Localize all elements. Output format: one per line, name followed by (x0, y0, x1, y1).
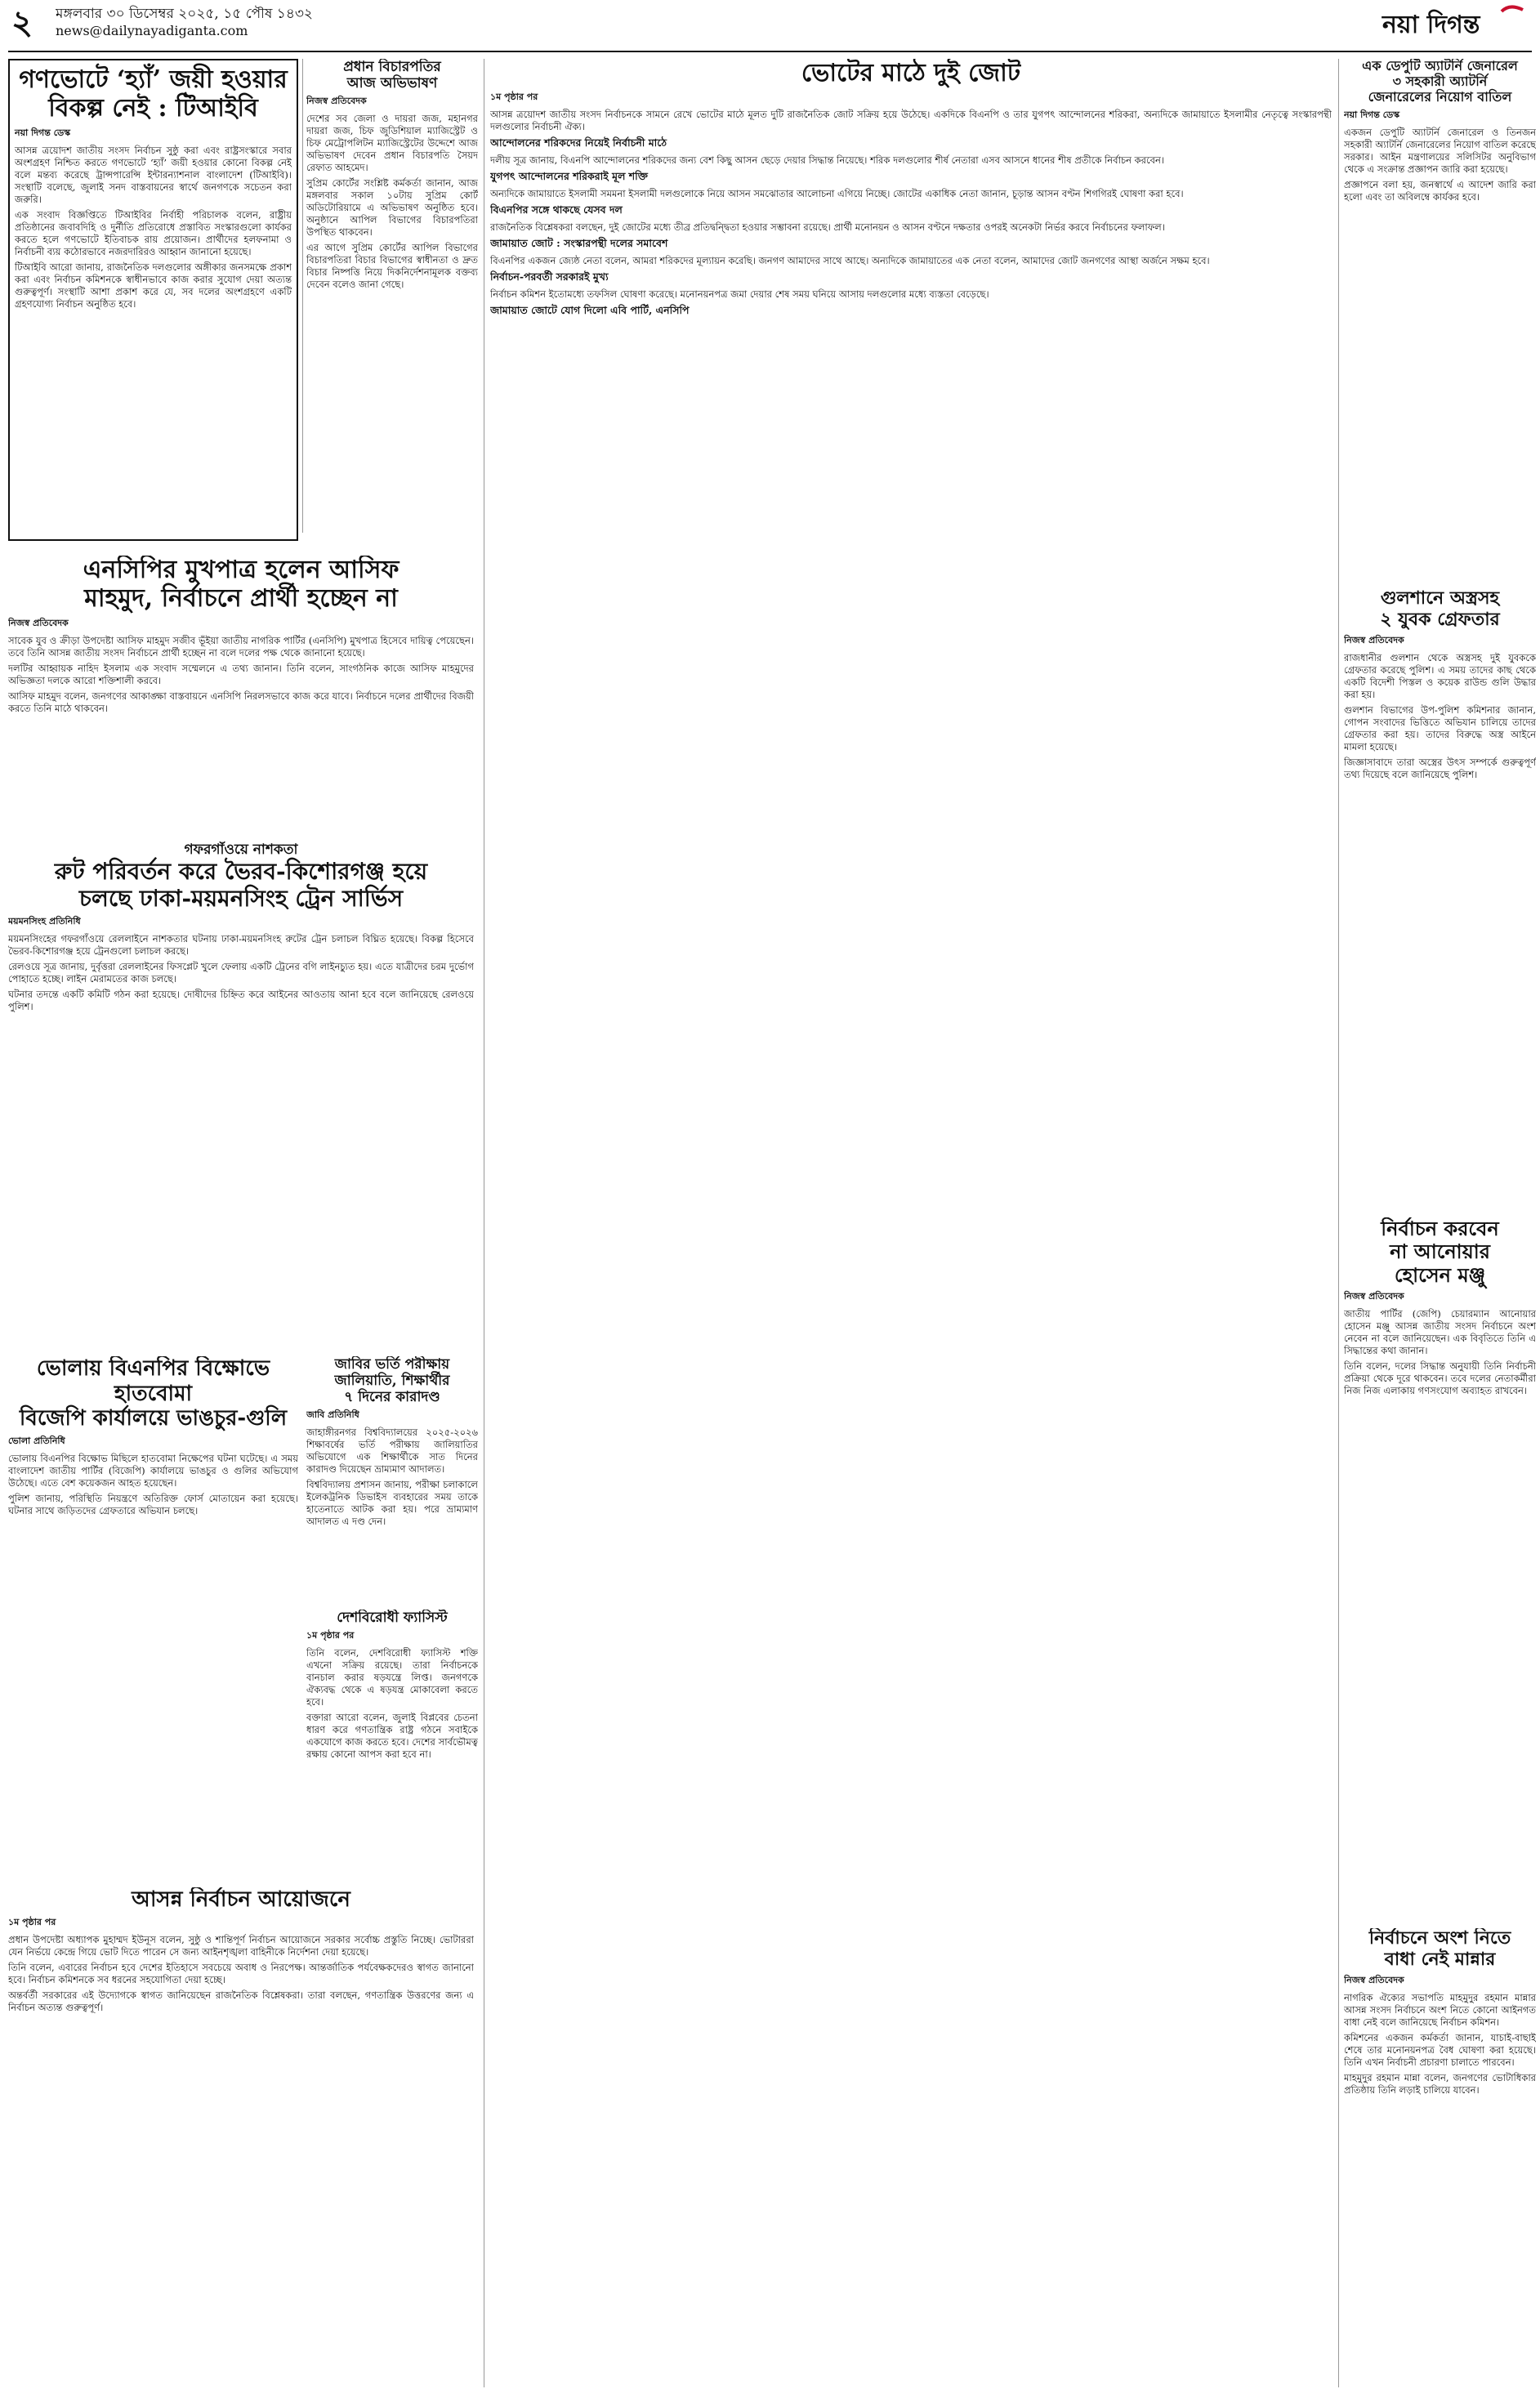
prep-para-1: প্রধান উপদেষ্টা অধ্যাপক মুহাম্মদ ইউনূস বলেন, সুষ্ঠু ও শান্তিপূর্ণ নির্বাচন আয়োজনে সরকার সর্বোচ্চ প্রস্তুতি নিচ্ছে। ভোটাররা যেন নির্ভয়ে কেন্দ্রে গিয়ে ভোট দিতে পারেন সে জন্য আইনশৃঙ্খলা বাহিনীকে নির্দেশনা দেয়া হয়েছে। (8, 1933, 474, 1958)
story-bhola (8, 1356, 298, 1879)
attorney-para-2: প্রজ্ঞাপনে বলা হয়, জনস্বার্থে এ আদেশ জারি করা হলো এবং তা অবিলম্বে কার্যকর হবে। (1344, 178, 1536, 203)
train-kicker: গফরগাঁওয়ে নাশকতা (184, 842, 298, 858)
prep-para-2: তিনি বলেন, এবারের নির্বাচন হবে দেশের ইতিহাসে সবচেয়ে অবাধ ও নিরপেক্ষ। আন্তর্জাতিক পর্যবেক্ষকদেরও স্বাগত জানানো হবে। নির্বাচন কমিশনকে সব ধরনের সহযোগিতা দেয়া হচ্ছে। (8, 1961, 474, 1985)
jabi-headline-3: ৭ দিনের কারাদণ্ড (344, 1389, 440, 1406)
story-chief-justice (306, 59, 478, 484)
bhola-byline: ভোলা প্রতিনিধি (8, 1436, 65, 1447)
prep-jump: ১ম পৃষ্ঠার পর (8, 1916, 56, 1927)
page-number: ২ (11, 3, 33, 42)
gulshan-headline-1: গুলশানে অস্ত্রসহ (1380, 588, 1500, 609)
bhola-headline-1: ভোলায় বিএনপির বিক্ষোভে হাতবোমা (36, 1356, 270, 1406)
train-para-1: ময়মনসিংহের গফরগাঁওয়ে রেললাইনে নাশকতার ঘটনায় ঢাকা-ময়মনসিংহ রুটের ট্রেন চলাচল বিঘ্নিত হয়েছে। বিকল্প হিসেবে ভৈরব-কিশোরগঞ্জ হয়ে ট্রেনগুলো চলাচল করছে। (8, 933, 474, 958)
story-attorney (1344, 59, 1536, 582)
manju-headline-1: নির্বাচন করবেন (1381, 1217, 1499, 1240)
story-gulshan (1344, 588, 1536, 1209)
story-train (8, 842, 474, 1348)
prep-headline: আসন্ন নির্বাচন আয়োজনে (132, 1887, 350, 1912)
story-manju (1344, 1217, 1536, 1920)
ncp-para-3: আসিফ মাহমুদ বলেন, জনগণের আকাঙ্ক্ষা বাস্তবায়নে এনসিপি নিরলসভাবে কাজ করে যাবে। নির্বাচনে দলের প্রার্থীদের বিজয়ী করতে তিনি মাঠে থাকবেন। (8, 690, 474, 714)
manju-byline: নিজস্ব প্রতিবেদক (1344, 1290, 1404, 1302)
lead-para-5: বিএনপির একজন জ্যেষ্ঠ নেতা বলেন, আমরা শরিকদের মূল্যায়ন করেছি। জনগণ আমাদের সাথে আছে। অন্যদিকে জামায়াতের এক নেতা বলেন, আমাদের জোট জনগণের আস্থা অর্জনে সক্ষম হবে। (490, 255, 1210, 267)
story-manna (1344, 1928, 1536, 2386)
manju-para-2: তিনি বলেন, দলের সিদ্ধান্ত অনুযায়ী তিনি নির্বাচনী প্রক্রিয়া থেকে দূরে থাকবেন। তবে দলের নেতাকর্মীরা নিজ নিজ এলাকায় গণসংযোগ অব্যাহত রাখবেন। (1344, 1360, 1536, 1396)
lead-subhead-2: যুগপৎ আন্দোলনের শরিকরাই মূল শক্তি (490, 170, 648, 183)
train-para-2: রেলওয়ে সূত্র জানায়, দুর্বৃত্তরা রেললাইনের ফিসপ্লেট খুলে ফেলায় একটি ট্রেনের বগি লাইনচ্যুত হয়। এতে যাত্রীদের চরম দুর্ভোগ পোহাতে হচ্ছে। লাইন মেরামতের কাজ চলছে। (8, 961, 474, 985)
train-byline: ময়মনসিংহ প্রতিনিধি (8, 916, 81, 927)
ncp-headline-1: এনসিপির মুখপাত্র হলেন আসিফ (83, 556, 400, 584)
cj-para-1: দেশের সব জেলা ও দায়রা জজ, মহানগর দায়রা জজ, চিফ জুডিশিয়াল ম্যাজিস্ট্রেট ও চিফ মেট্রোপলিটন ম্যাজিস্ট্রেটের উদ্দেশে আজ অভিভাষণ দেবেন প্রধান বিচারপতি সৈয়দ রেফাত আহমেদ। (306, 113, 478, 174)
fascist-para-1: তিনি বলেন, দেশবিরোধী ফ্যাসিস্ট শক্তি এখনো সক্রিয় রয়েছে। তারা নির্বাচনকে বানচাল করার ষড়যন্ত্রে লিপ্ত। জনগণকে ঐক্যবদ্ধ থেকে এ ষড়যন্ত্র মোকাবেলা করতে হবে। (306, 1647, 478, 1708)
page-header (0, 0, 1540, 49)
tib-headline-1: গণভোটে ‘হ্যাঁ’ জয়ী হওয়ার (19, 65, 288, 94)
cj-para-3: এর আগে সুপ্রিম কোর্টের আপিল বিভাগের বিচারপতিরা বিচার বিভাগের স্বাধীনতা ও দ্রুত বিচার নিষ্পত্তি নিয়ে দিকনির্দেশনামূলক বক্তব্য দেবেন বলেও জানা গেছে। (306, 242, 478, 291)
manna-para-1: নাগরিক ঐক্যের সভাপতি মাহমুদুর রহমান মান্নার আসন্ন সংসদ নির্বাচনে অংশ নিতে কোনো আইনগত বাধা নেই বলে জানিয়েছে নির্বাচন কমিশন। (1344, 1991, 1536, 2028)
lead-subhead-6: জামায়াত জোটে যোগ দিলো এবি পার্টি, এনসিপি (490, 304, 690, 317)
story-jabi (306, 1356, 478, 1601)
lead-subhead-5: নির্বাচন-পরবর্তী সরকারই মুখ্য (490, 270, 609, 284)
logo-mark-icon (1379, 0, 1536, 46)
manju-headline-3: হোসেন মঞ্জু (1394, 1262, 1486, 1287)
cj-para-2: সুপ্রিম কোর্টের সংশ্লিষ্ট কর্মকর্তা জানান, আজ মঙ্গলবার সকাল ১০টায় সুপ্রিম কোর্ট অডিটোরিয়ামে এ অভিভাষণ অনুষ্ঠিত হবে। অনুষ্ঠানে আপিল বিভাগের বিচারপতিরা উপস্থিত থাকবেন। (306, 177, 478, 239)
story-fascist (306, 1610, 478, 1879)
story-ncp (8, 556, 474, 833)
lead-para-6: নির্বাচন কমিশন ইতোমধ্যে তফসিল ঘোষণা করেছে। মনোনয়নপত্র জমা দেয়ার শেষ সময় ঘনিয়ে আসায় দলগুলোর মধ্যে ব্যস্ততা বেড়েছে। (490, 288, 989, 301)
fascist-para-2: বক্তারা আরো বলেন, জুলাই বিপ্লবের চেতনা ধারণ করে গণতান্ত্রিক রাষ্ট্র গঠনে সবাইকে একযোগে কাজ করতে হবে। দেশের সার্বভৌমত্ব রক্ষায় কোনো আপস করা হবে না। (306, 1712, 478, 1761)
story-election-prep (8, 1887, 474, 2386)
ncp-byline: নিজস্ব প্রতিবেদক (8, 617, 69, 628)
prep-para-3: অন্তর্বর্তী সরকারের এই উদ্যোগকে স্বাগত জানিয়েছেন রাজনৈতিক বিশ্লেষকরা। তারা বলছেন, গণতান্ত্রিক উত্তরণের জন্য এ নির্বাচন অত্যন্ত গুরুত্বপূর্ণ। (8, 1989, 474, 2013)
bhola-headline-2: বিজেপি কার্যালয়ে ভাঙচুর-গুলি (19, 1406, 288, 1431)
story-tib (8, 59, 298, 549)
attorney-para-1: একজন ডেপুটি অ্যাটর্নি জেনারেল ও তিনজন সহকারী অ্যাটর্নি জেনারেলের নিয়োগ বাতিল করেছে সরকার। আইন মন্ত্রণালয়ের সলিসিটর অনুবিভাগ থেকে এ সংক্রান্ত প্রজ্ঞাপন জারি করা হয়েছে। (1344, 126, 1536, 175)
manna-byline: নিজস্ব প্রতিবেদক (1344, 1974, 1404, 1985)
lead-para-1: আসন্ন ত্রয়োদশ জাতীয় সংসদ নির্বাচনকে সামনে রেখে ভোটের মাঠে মূলত দুটি রাজনৈতিক জোট সক্রিয় হয়ে উঠেছে। একদিকে বিএনপি ও তার যুগপৎ আন্দোলনের শরিকরা, অন্যদিকে জামায়াতে ইসলামীর নেতৃত্বে সংস্কারপন্থী দলগুলোর নির্বাচনী ঐক্য। (490, 109, 1332, 133)
train-headline-2: চলছে ঢাকা-ময়মনসিংহ ট্রেন সার্ভিস (78, 885, 404, 913)
tib-byline: নয়া দিগন্ত ডেস্ক (15, 127, 71, 138)
lead-subhead-1: আন্দোলনের শরিকদের নিয়েই নির্বাচনী মাঠে (490, 136, 667, 150)
gulshan-para-1: রাজধানীর গুলশান থেকে অস্ত্রসহ দুই যুবককে গ্রেফতার করেছে পুলিশ। এ সময় তাদের কাছ থেকে একটি বিদেশী পিস্তল ও কয়েক রাউন্ড গুলি উদ্ধার করা হয়। (1344, 651, 1536, 700)
lead-headline: ভোটের মাঠে দুই জোট (801, 59, 1021, 87)
manna-headline-1: নির্বাচনে অংশ নিতে (1368, 1928, 1511, 1949)
fascist-jump: ১ম পৃষ্ঠার পর (306, 1630, 355, 1641)
lead-para-3: অন্যদিকে জামায়াতে ইসলামী সমমনা ইসলামী দলগুলোকে নিয়ে আসন সমঝোতার আলোচনা এগিয়ে নিচ্ছে। জোটের একাধিক নেতা জানান, চূড়ান্ত আসন বণ্টন শিগগিরই ঘোষণা করা হবে। (490, 188, 1184, 200)
lead-para-4: রাজনৈতিক বিশ্লেষকরা বলছেন, দুই জোটের মধ্যে তীব্র প্রতিদ্বন্দ্বিতা হওয়ার সম্ভাবনা রয়েছে। প্রার্থী মনোনয়ন ও আসন বণ্টনে দক্ষতার ওপরই অনেকটা নির্ভর করবে নির্বাচনের ফলাফল। (490, 221, 1165, 234)
attorney-headline-2: ৩ সহকারী অ্যাটর্নি (1392, 73, 1488, 89)
tib-para-1: আসন্ন ত্রয়োদশ জাতীয় সংসদ নির্বাচন সুষ্ঠু করা এবং রাষ্ট্রসংস্কারে সবার অংশগ্রহণ নিশ্চিত করতে গণভোটে ‘হ্যাঁ’ জয়ী হওয়ার কোনো বিকল্প নেই বলে মন্তব্য করেছে ট্রান্সপারেন্সি ইন্টারন্যাশনাল বাংলাদেশ (টিআইবি)। সংস্থাটি বলেছে, জুলাই সনদ বাস্তবায়নের স্বার্থে জনগণকে সচেতন করা জরুরি। (15, 144, 292, 205)
lead-jump: ১ম পৃষ্ঠার পর (490, 92, 538, 103)
tib-para-2: এক সংবাদ বিজ্ঞপ্তিতে টিআইবির নির্বাহী পরিচালক বলেন, রাষ্ট্রীয় প্রতিষ্ঠানের জবাবদিহি ও দুর্নীতি প্রতিরোধে প্রস্তাবিত সংস্কারগুলো কার্যকর করতে হলে গণভোটে ইতিবাচক রায় প্রয়োজন। প্রার্থীদের হলফনামা ও নির্বাচনী ব্যয় কঠোরভাবে নজরদারিরও আহ্বান জানানো হয়েছে। (15, 208, 292, 257)
tib-box (8, 59, 298, 541)
svg-text:নয়া দিগন্ত: নয়া দিগন্ত (1382, 11, 1480, 39)
manna-para-2: কমিশনের একজন কর্মকর্তা জানান, যাচাই-বাছাই শেষে তার মনোনয়নপত্র বৈধ ঘোষণা করা হয়েছে। তিনি এখন নির্বাচনী প্রচারণা চালাতে পারবেন। (1344, 2031, 1536, 2068)
bhola-para-2: পুলিশ জানায়, পরিস্থিতি নিয়ন্ত্রণে অতিরিক্ত ফোর্স মোতায়েন করা হয়েছে। ঘটনার সাথে জড়িতদের গ্রেফতারে অভিযান চলছে। (8, 1493, 298, 1517)
newspaper-logo (1379, 0, 1536, 46)
attorney-byline: নয়া দিগন্ত ডেস্ক (1344, 109, 1400, 120)
attorney-headline-3: জেনারেলের নিয়োগ বাতিল (1368, 88, 1512, 105)
gulshan-byline: নিজস্ব প্রতিবেদক (1344, 634, 1404, 645)
gulshan-para-2: গুলশান বিভাগের উপ-পুলিশ কমিশনার জানান, গোপন সংবাদের ভিত্তিতে অভিযান চালিয়ে তাদের গ্রেফতার করা হয়। তাদের বিরুদ্ধে অস্ত্র আইনে মামলা হয়েছে। (1344, 703, 1536, 752)
train-headline-1: রুট পরিবর্তন করে ভৈরব-কিশোরগঞ্জ হয়ে (54, 858, 428, 886)
manna-headline-2: বাধা নেই মান্নার (1384, 1948, 1496, 1970)
manju-headline-2: না আনোয়ার (1390, 1239, 1490, 1264)
column-divider (302, 59, 303, 533)
gulshan-para-3: জিজ্ঞাসাবাদে তারা অস্ত্রের উৎস সম্পর্কে গুরুত্বপূর্ণ তথ্য দিয়েছে বলে জানিয়েছে পুলিশ। (1344, 756, 1536, 780)
column-divider (1338, 59, 1339, 2387)
cj-headline-1: প্রধান বিচারপতির (343, 59, 441, 75)
header-rule (8, 51, 1532, 52)
manna-para-3: মাহমুদুর রহমান মান্না বলেন, জনগণের ভোটাধিকার প্রতিষ্ঠায় তিনি লড়াই চালিয়ে যাবেন। (1344, 2071, 1536, 2096)
ncp-para-1: সাবেক যুব ও ক্রীড়া উপদেষ্টা আসিফ মাহমুদ সজীব ভূঁইয়া জাতীয় নাগরিক পার্টির (এনসিপি) মুখপাত্র হিসেবে দায়িত্ব পেয়েছেন। তবে তিনি আসন্ন জাতীয় সংসদ নির্বাচনে প্রার্থী হচ্ছেন না বলে দলের পক্ষ থেকে জানানো হয়েছে। (8, 634, 474, 659)
tib-para-3: টিআইবি আরো জানায়, রাজনৈতিক দলগুলোর অঙ্গীকার জনসমক্ষে প্রকাশ করা এবং নির্বাচন কমিশনকে স্বাধীনভাবে কাজ করার সুযোগ দেয়া অত্যন্ত গুরুত্বপূর্ণ। সংস্থাটি আশা প্রকাশ করে যে, সব দলের অংশগ্রহণে একটি গ্রহণযোগ্য নির্বাচন অনুষ্ঠিত হবে। (15, 261, 292, 310)
lead-subhead-3: বিএনপির সঙ্গে থাকছে যেসব দল (490, 203, 623, 217)
train-para-3: ঘটনার তদন্তে একটি কমিটি গঠন করা হয়েছে। দোষীদের চিহ্নিত করে আইনের আওতায় আনা হবে বলে জানিয়েছে রেলওয়ে পুলিশ। (8, 989, 474, 1013)
jabi-para-1: জাহাঙ্গীরনগর বিশ্ববিদ্যালয়ের ২০২৫-২০২৬ শিক্ষাবর্ষের ভর্তি পরীক্ষায় জালিয়াতির অভিযোগে এক শিক্ষার্থীকে সাত দিনের কারাদণ্ড দিয়েছেন ভ্রাম্যমাণ আদালত। (306, 1427, 478, 1476)
ncp-para-2: দলটির আহ্বায়ক নাহিদ ইসলাম এক সংবাদ সম্মেলনে এ তথ্য জানান। তিনি বলেন, সাংগঠনিক কাজে আসিফ মাহমুদের অভিজ্ঞতা দলকে আরো শক্তিশালী করবে। (8, 662, 474, 686)
jabi-headline-1: জাবির ভর্তি পরীক্ষায় (334, 1356, 450, 1373)
attorney-headline-1: এক ডেপুটি অ্যাটর্নি জেনারেল (1362, 59, 1518, 74)
manju-para-1: জাতীয় পার্টির (জেপি) চেয়ারম্যান আনোয়ার হোসেন মঞ্জু আসন্ন জাতীয় সংসদ নির্বাচনে অংশ নেবেন না বলে জানিয়েছেন। এক বিবৃতিতে তিনি এ সিদ্ধান্তের কথা জানান। (1344, 1307, 1536, 1356)
jabi-byline: জাবি প্রতিনিধি (306, 1409, 359, 1421)
cj-byline: নিজস্ব প্রতিবেদক (306, 96, 367, 107)
story-two-alliances (490, 59, 1332, 2387)
cj-headline-2: আজ অভিভাষণ (346, 75, 438, 92)
fascist-headline: দেশবিরোধী ফ্যাসিস্ট (337, 1610, 448, 1626)
email-address: news@dailynayadiganta.com (56, 23, 248, 38)
jabi-para-2: বিশ্ববিদ্যালয় প্রশাসন জানায়, পরীক্ষা চলাকালে ইলেকট্রনিক ডিভাইস ব্যবহারের সময় তাকে হাতেনাতে আটক করা হয়। পরে ভ্রাম্যমাণ আদালত এ দণ্ড দেন। (306, 1479, 478, 1528)
date-line: মঙ্গলবার ৩০ ডিসেম্বর ২০২৫, ১৫ পৌষ ১৪৩২ (56, 6, 313, 22)
bhola-para-1: ভোলায় বিএনপির বিক্ষোভ মিছিলে হাতবোমা নিক্ষেপের ঘটনা ঘটেছে। এ সময় বাংলাদেশ জাতীয় পার্টির (বিজেপি) কার্যালয়ে ভাঙচুর ও গুলির অভিযোগ উঠেছে। এতে বেশ কয়েকজন আহত হয়েছেন। (8, 1453, 298, 1489)
tib-headline-2: বিকল্প নেই : টিআইবি (48, 94, 258, 123)
gulshan-headline-2: ২ যুবক গ্রেফতার (1380, 608, 1500, 630)
lead-subhead-4: জামায়াত জোট : সংস্কারপন্থী দলের সমাবেশ (490, 237, 668, 250)
ncp-headline-2: মাহমুদ, নির্বাচনে প্রার্থী হচ্ছেন না (84, 584, 398, 614)
lead-para-2: দলীয় সূত্র জানায়, বিএনপি আন্দোলনের শরিকদের জন্য বেশ কিছু আসন ছেড়ে দেয়ার সিদ্ধান্ত নিয়েছে। শরিক দলগুলোর শীর্ষ নেতারা এসব আসনে ধানের শীষ প্রতীকে নির্বাচন করবেন। (490, 154, 1164, 167)
jabi-headline-2: জালিয়াতি, শিক্ষার্থীর (334, 1373, 450, 1390)
